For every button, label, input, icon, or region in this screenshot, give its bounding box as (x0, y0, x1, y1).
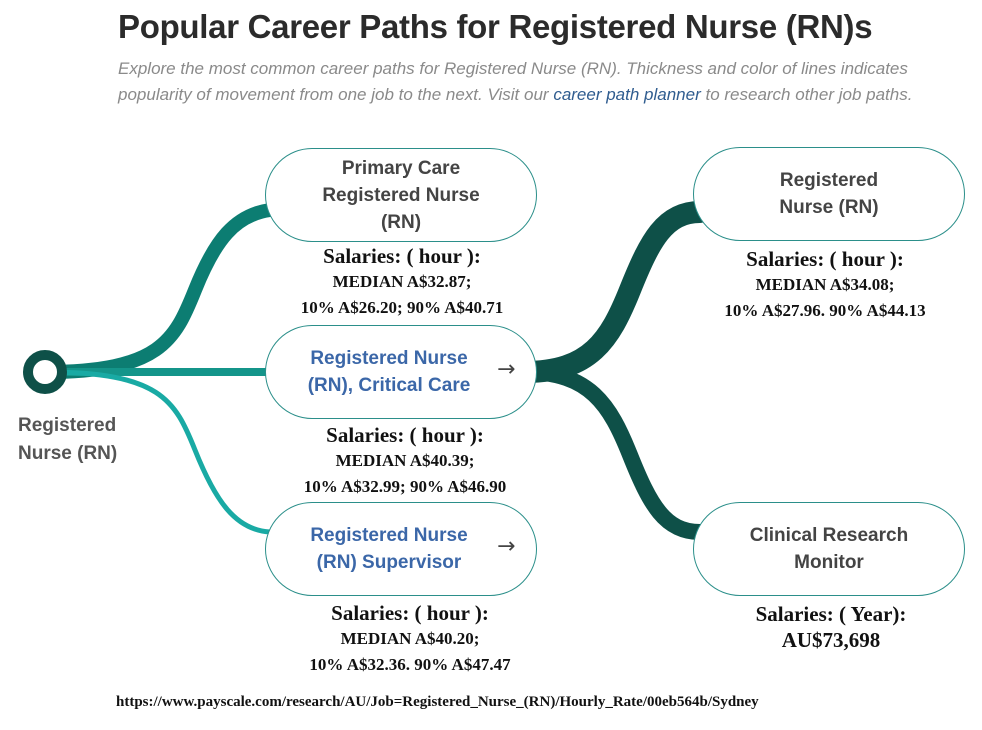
career-path-planner-link[interactable]: career path planner (553, 85, 701, 104)
salary-primary-care: Salaries: ( hour ): MEDIAN A$32.87; 10% A$26.20; 90% A$40.71 (300, 244, 504, 317)
node-label: Registered Nurse (RN) Supervisor (310, 525, 468, 573)
origin-node-icon (28, 355, 62, 389)
node-clinical-research-monitor[interactable] (693, 502, 965, 596)
page-title: Popular Career Paths for Registered Nurse (RN)s (118, 8, 873, 45)
origin-label: Registered Nurse (RN) (18, 415, 118, 464)
node-label: Registered Nurse (RN) (779, 170, 879, 218)
node-label: Clinical Research Monitor (749, 525, 909, 573)
node-label: Registered Nurse (RN), Critical Care (307, 348, 471, 396)
path-to-primary-care (45, 210, 270, 372)
salary-registered-nurse: Salaries: ( hour ): MEDIAN A$34.08; 10% A$27.96. 90% A$44.13 (724, 247, 926, 320)
node-primary-care-rn[interactable] (265, 148, 537, 242)
intro-text: Explore the most common career paths for Registered Nurse (RN). Thickness and color of lines indicates popularity of movement from one job to the next. Visit our career path planner to research other job paths. (118, 59, 913, 104)
arrow-right-icon: → (497, 357, 516, 382)
node-label: Primary Care Registered Nurse (RN) (322, 157, 480, 233)
path-to-registered-nurse (525, 212, 700, 372)
node-registered-nurse[interactable] (693, 147, 965, 241)
salary-supervisor: Salaries: ( hour ): MEDIAN A$40.20; 10% A$32.36. 90% A$47.47 (309, 601, 511, 674)
path-to-clinical-research-monitor (525, 372, 700, 532)
arrow-right-icon: → (497, 534, 516, 559)
salary-critical-care: Salaries: ( hour ): MEDIAN A$40.39; 10% A$32.99; 90% A$46.90 (303, 423, 507, 496)
salary-clinical-research-monitor: Salaries: ( Year): AU$73,698 (755, 602, 907, 652)
source-url: https://www.payscale.com/research/AU/Job=Registered_Nurse_(RN)/Hourly_Rate/00eb564b/Sydney (116, 694, 759, 710)
